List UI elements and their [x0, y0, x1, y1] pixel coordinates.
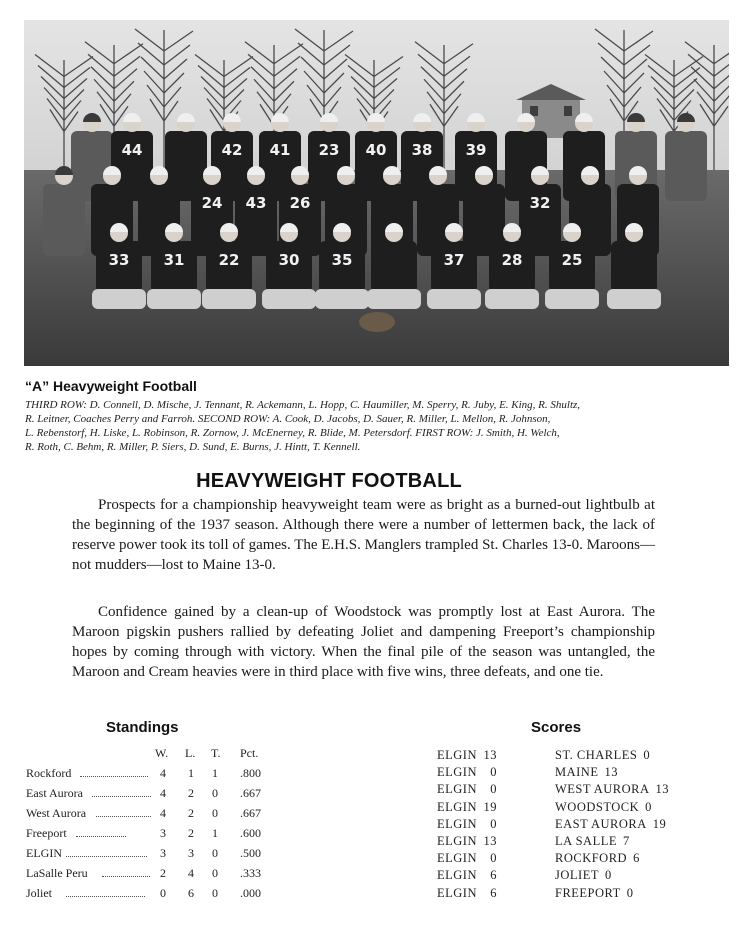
- scores-title: Scores: [531, 719, 582, 736]
- article-title: HEAVYWEIGHT FOOTBALL: [196, 470, 462, 492]
- standings-team: Rockford: [26, 766, 72, 780]
- score-row: [437, 765, 697, 782]
- score-home-team: ELGIN: [437, 799, 477, 814]
- standings-header-w: W.: [155, 746, 169, 760]
- score-home-points: 0: [490, 782, 497, 797]
- standings-team: West Aurora: [26, 806, 87, 820]
- standings-team: ELGIN: [26, 846, 62, 860]
- jersey-number: 38: [411, 141, 433, 159]
- jersey-number: 43: [245, 194, 267, 212]
- score-opponent-points: 0: [604, 868, 612, 883]
- score-opponent-points: 19: [652, 816, 667, 831]
- team-photo-illustration: [24, 20, 729, 366]
- standings-losses: 6: [188, 886, 194, 900]
- jersey-number: 39: [465, 141, 487, 159]
- standings-row: [26, 866, 276, 886]
- leader-dots: [76, 836, 126, 837]
- score-home-team: ELGIN: [437, 782, 477, 797]
- standings-wins: 0: [160, 886, 166, 900]
- jersey-number: 23: [318, 141, 340, 159]
- score-home-team: ELGIN: [437, 765, 477, 780]
- caption-line: THIRD ROW: D. Connell, D. Mische, J. Tennant, R. Ackemann, L. Hopp, C. Haumiller, M. Sperry, R. Juby, E. King, R. Shultz,: [25, 399, 581, 411]
- score-opponent: ROCKFORD: [555, 851, 628, 866]
- standings-team: Joliet: [26, 886, 52, 900]
- caption-line: R. Roth, C. Behm, R. Miller, P. Siers, D. Sund, E. Burns, J. Hintt, T. Kennell.: [25, 441, 361, 453]
- standings-losses: 3: [188, 846, 194, 860]
- standings-pct: .800: [240, 766, 261, 780]
- score-opponent: ST. CHARLES: [555, 748, 638, 762]
- score-opponent-points: 13: [604, 765, 618, 780]
- standings-row: [26, 766, 276, 786]
- football-icon: [359, 312, 395, 332]
- score-opponent: LA SALLE: [555, 834, 617, 848]
- standings-row: [26, 846, 276, 866]
- jersey-number: 42: [221, 141, 243, 159]
- standings-pct: .600: [240, 826, 261, 840]
- standings-team: East Aurora: [26, 786, 83, 800]
- jersey-number: 32: [529, 194, 551, 212]
- standings-row: [26, 886, 276, 906]
- score-row: [437, 782, 697, 799]
- score-home-points: 0: [490, 765, 497, 780]
- score-home-points: 6: [490, 868, 497, 883]
- jersey-number: 25: [561, 251, 583, 269]
- leader-dots: [66, 896, 145, 897]
- standings-pct: .667: [240, 806, 261, 820]
- standings-losses: 2: [188, 786, 194, 800]
- standings-wins: 2: [160, 866, 166, 880]
- score-row: [437, 800, 697, 817]
- score-row: [437, 834, 697, 851]
- article-paragraph: Prospects for a championship heavyweight team were as bright as a burned-out lightbulb at the beginning of the 1937 season. Although there were a number of lettermen back, the lack of reserve power took its toll of games. The E.H.S. Manglers trampled St. Charles 13-0. Maroons—not mudders—lost to Maine 13-0.: [72, 497, 655, 573]
- standings-losses: 2: [188, 826, 194, 840]
- score-opponent: WEST AURORA: [555, 782, 650, 797]
- score-opponent: MAINE: [555, 765, 599, 780]
- photo-caption: [25, 398, 730, 454]
- score-opponent-points: 0: [645, 799, 652, 814]
- standings-team: Freeport: [26, 826, 67, 840]
- leader-dots: [96, 816, 151, 817]
- leader-dots: [80, 776, 148, 777]
- score-opponent: WOODSTOCK: [555, 799, 640, 814]
- score-row: [437, 886, 697, 903]
- standings-pct: .000: [240, 886, 261, 900]
- jersey-number: 35: [331, 251, 353, 269]
- score-opponent-points: 6: [633, 851, 640, 866]
- jersey-number: 26: [289, 194, 311, 212]
- standings-ties: 0: [212, 806, 218, 820]
- standings-header-l: L.: [185, 746, 196, 760]
- score-opponent-points: 7: [622, 834, 630, 848]
- score-home-team: ELGIN: [437, 851, 477, 866]
- jersey-number: 22: [218, 251, 240, 269]
- jersey-number: 30: [278, 251, 300, 269]
- score-opponent: FREEPORT: [555, 885, 621, 900]
- score-home-points: 0: [490, 851, 497, 866]
- standings-pct: .667: [240, 786, 261, 800]
- jersey-number: 37: [443, 251, 465, 269]
- score-home-team: ELGIN: [437, 816, 477, 831]
- standings-team: LaSalle Peru: [26, 866, 88, 880]
- standings-ties: 0: [212, 866, 218, 880]
- caption-line: R. Leitner, Coaches Perry and Farroh. SECOND ROW: A. Cook, D. Jacobs, D. Sauer, R. Miller, L. Mellon, R. Johnson,: [25, 413, 551, 425]
- score-home-points: 13: [483, 748, 497, 762]
- score-opponent: JOLIET: [555, 868, 599, 883]
- score-opponent-points: 0: [626, 885, 634, 900]
- score-home-team: ELGIN: [437, 834, 477, 848]
- standings-wins: 3: [160, 846, 166, 860]
- standings-header-t: T.: [211, 746, 221, 760]
- score-home-points: 6: [490, 885, 497, 900]
- score-row: [437, 748, 697, 765]
- standings-ties: 1: [212, 766, 218, 780]
- leader-dots: [92, 796, 151, 797]
- team-photo: [24, 20, 729, 366]
- standings-title: Standings: [106, 719, 179, 736]
- standings-losses: 4: [188, 866, 194, 880]
- article-paragraph: Confidence gained by a clean-up of Woodstock was promptly lost at East Aurora. The Maroon pigskin pushers rallied by defeating Joliet and dampening Freeport’s championship hopes by coming through with victory. When the final pile of the season was untangled, the Maroon and Cream heavies were in third place with five wins, three defeats, and one tie.: [72, 604, 655, 680]
- standings-wins: 4: [160, 766, 166, 780]
- standings-losses: 1: [188, 766, 194, 780]
- leader-dots: [102, 876, 150, 877]
- score-opponent: EAST AURORA: [555, 816, 647, 831]
- score-home-points: 13: [483, 834, 497, 848]
- standings-wins: 4: [160, 786, 166, 800]
- standings-ties: 0: [212, 786, 218, 800]
- score-row: [437, 868, 697, 885]
- score-opponent-points: 13: [655, 782, 670, 797]
- score-home-team: ELGIN: [437, 748, 477, 762]
- standings-losses: 2: [188, 806, 194, 820]
- jersey-number: 33: [108, 251, 130, 269]
- standings-wins: 3: [160, 826, 166, 840]
- jersey-number: 44: [121, 141, 143, 159]
- score-row: [437, 817, 697, 834]
- score-home-points: 0: [490, 816, 497, 831]
- jersey-number: 24: [201, 194, 223, 212]
- score-home-points: 19: [483, 799, 497, 814]
- standings-row: [26, 826, 276, 846]
- standings-pct: .500: [240, 846, 261, 860]
- standings-header-pct: Pct.: [240, 746, 259, 760]
- jersey-number: 41: [269, 141, 291, 159]
- score-row: [437, 851, 697, 868]
- standings-row: [26, 786, 276, 806]
- jersey-number: 40: [365, 141, 387, 159]
- photo-caption-title: “A” Heavyweight Football: [25, 378, 197, 394]
- standings-wins: 4: [160, 806, 166, 820]
- caption-line: L. Rebenstorf, H. Liske, L. Robinson, R. Zornow, J. McEnerney, R. Blide, M. Petersdorf. FIRST ROW: J. Smith, H. Welch,: [25, 427, 560, 439]
- jersey-number: 31: [163, 251, 185, 269]
- score-opponent-points: 0: [643, 748, 651, 762]
- standings-ties: 1: [212, 826, 218, 840]
- jersey-number: 28: [501, 251, 523, 269]
- leader-dots: [66, 856, 147, 857]
- standings-row: [26, 806, 276, 826]
- score-home-team: ELGIN: [437, 885, 477, 900]
- score-home-team: ELGIN: [437, 868, 477, 883]
- standings-ties: 0: [212, 886, 218, 900]
- standings-ties: 0: [212, 846, 218, 860]
- standings-pct: .333: [240, 866, 261, 880]
